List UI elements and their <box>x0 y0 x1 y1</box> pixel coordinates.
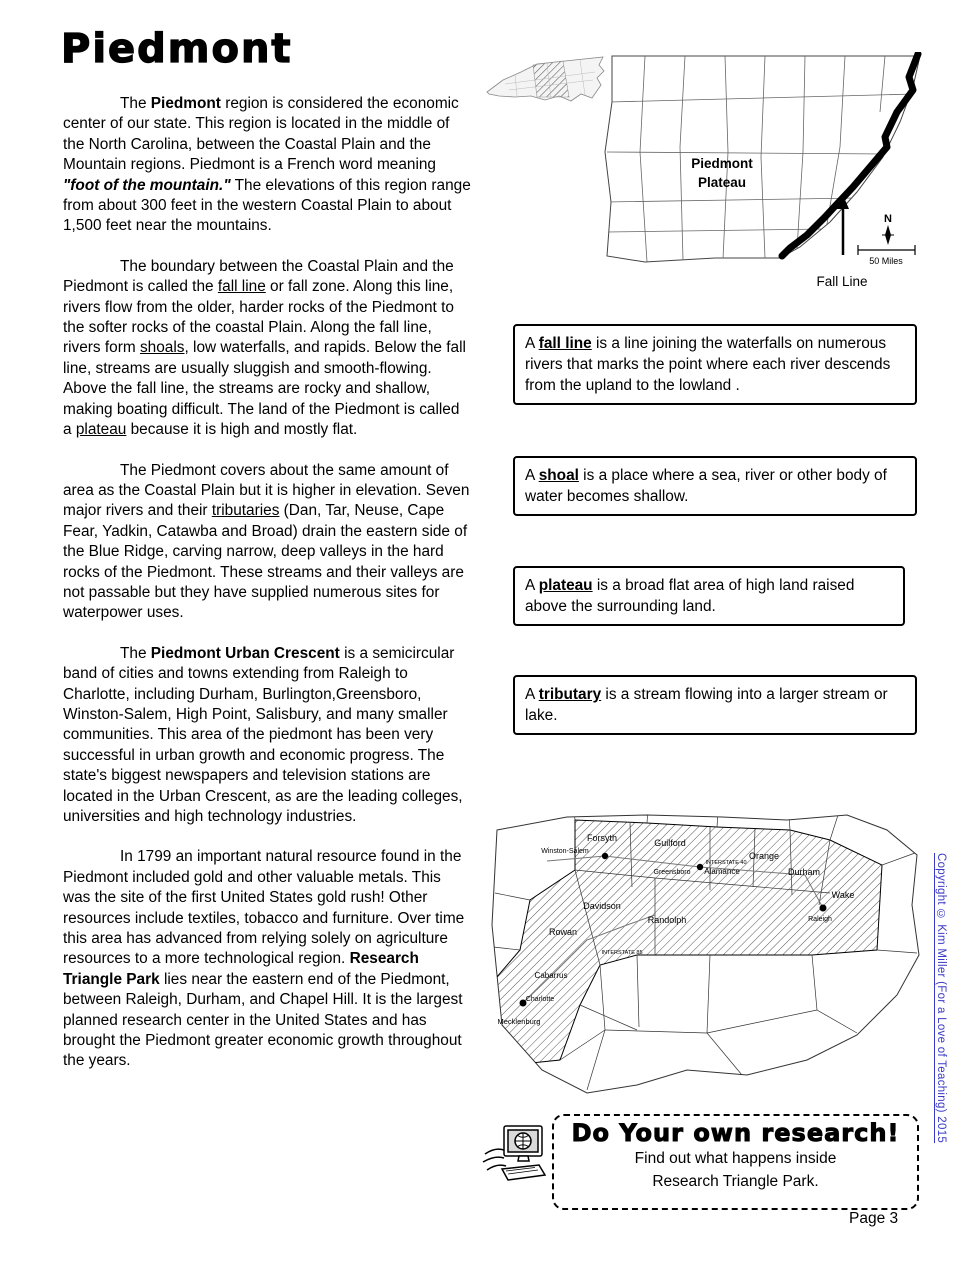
scale-bar <box>858 245 915 255</box>
piedmont-map-body <box>605 54 920 262</box>
research-box-line1: Find out what happens inside <box>634 1150 837 1167</box>
main-text-column <box>63 94 471 1092</box>
county-label-forsyth: Forsyth <box>586 833 618 843</box>
county-label-orange: Orange <box>748 851 780 861</box>
region-label-piedmont: Piedmont <box>691 156 753 171</box>
definition-box-shoal: A shoal is a place where a sea, river or other body of water becomes shallow. <box>513 456 917 516</box>
definition-box-plateau: A plateau is a broad flat area of high land raised above the surrounding land. <box>513 566 905 626</box>
county-label-alamance: Alamance <box>704 867 740 876</box>
research-box-title: Do Your own research! <box>571 1119 900 1147</box>
page-title: Piedmont <box>61 26 293 72</box>
region-label-plateau: Plateau <box>697 175 747 190</box>
page-number: Page 3 <box>849 1210 899 1227</box>
piedmont-region-map <box>485 52 930 299</box>
paragraph-rivers: The Piedmont covers about the same amount of area as the Coastal Plain but it is higher in elevation. Seven major rivers and their tributaries (Dan, Tar, Neuse, Cape Fear, Yadkin, Catawba and Broad) drain the eastern side of the Blue Ridge, carving narrow, deep valleys in the hard rocks of the Piedmont. These streams and their valleys are not passable but they have supplied numerous sites for waterpower uses. <box>63 461 470 622</box>
paragraph-fall-line: The boundary between the Coastal Plain and the Piedmont is called the fall line or fall zone. Along this line, rivers flow from the older, harder rocks of the Piedmont to the softer rocks of the coastal Plain. Along the fall line, rivers form shoals, low waterfalls, and rapids. Below the fall line, streams are usually sluggish and smooth-flowing. Above the fall line, the streams are rocky and shallow, making boating difficult. The land of the Piedmont is called a plateau because it is high and mostly flat. <box>63 257 466 439</box>
county-label-wake: Wake <box>831 890 855 900</box>
county-label-cabarrus: Cabarrus <box>534 971 568 980</box>
research-callout-box <box>552 1114 919 1210</box>
copyright-text: Copyright © Kim Miller (For a Love of Teaching) 2015 <box>935 853 947 1144</box>
city-label-charlotte: Charlotte <box>525 996 555 1003</box>
greensboro-dot <box>697 864 703 870</box>
nc-state-inset-map <box>487 57 604 101</box>
paragraph-urban-crescent: The Piedmont Urban Crescent is a semicircular band of cities and towns extending from Raleigh to Charlotte, including Durham, Burlington,Greensboro, Winston-Salem, High Point, Salisbury, and many smaller communities. This area of the piedmont has been very successful in urban growth and economic progress. The state's biggest newspapers and television stations are located in the Urban Crescent, as are the leading colleges, universities and high technology industries. <box>63 644 463 825</box>
definition-box-tributary: A tributary is a stream flowing into a larger stream or lake. <box>513 675 917 735</box>
city-label-winston-salem: Winston-Salem <box>541 848 589 855</box>
compass-n-label: N <box>884 213 892 225</box>
urban-crescent-county-map <box>487 775 925 1105</box>
raleigh-dot <box>820 905 827 912</box>
city-label-greensboro: Greensboro <box>653 869 691 876</box>
county-label-davidson: Davidson <box>583 901 621 911</box>
scale-label: 50 Miles <box>869 256 903 266</box>
research-box-line2: Research Triangle Park. <box>652 1173 819 1190</box>
county-label-guilford: Guilford <box>654 838 686 848</box>
county-label-rowan: Rowan <box>548 927 578 937</box>
road-label-interstate-85: INTERSTATE 85 <box>601 950 643 956</box>
county-label-randolph: Randolph <box>647 915 687 925</box>
county-label-mecklenburg: Mecklenburg <box>497 1017 541 1026</box>
paragraph-resources: In 1799 an important natural resource found in the Piedmont included gold and other valuable metals. This was the site of the first United States gold rush! Other resources include textiles, tobacco and furniture. Over time this area has advanced from relying solely on agriculture resources to a more technological region. Research Triangle Park lies near the eastern end of the Piedmont, between Raleigh, Durham, and Chapel Hill. It is the largest planned research center in the United States and has brought the Piedmont greater economic growth throughout the years. <box>63 848 465 1070</box>
county-label-durham: Durham <box>787 867 821 877</box>
city-label-raleigh: Raleigh <box>808 916 832 923</box>
definition-box-fall-line: A fall line is a line joining the waterfalls on numerous rivers that marks the point where each river descends from the upland to the lowland . <box>513 324 917 405</box>
winston-salem-dot <box>602 853 608 859</box>
computer-icon <box>481 1120 549 1197</box>
paragraph-intro: The Piedmont region is considered the economic center of our state. This region is located in the middle of the North Carolina, between the Coastal Plain and the Mountain regions. Piedmont is a French word meaning "foot of the mountain." The elevations of this region range from about 300 feet in the western Coastal Plain to about 1,500 feet near the mountains. <box>63 95 471 235</box>
fall-line-caption: Fall Line <box>816 274 868 289</box>
road-label-interstate-40: INTERSTATE 40 <box>705 860 747 866</box>
